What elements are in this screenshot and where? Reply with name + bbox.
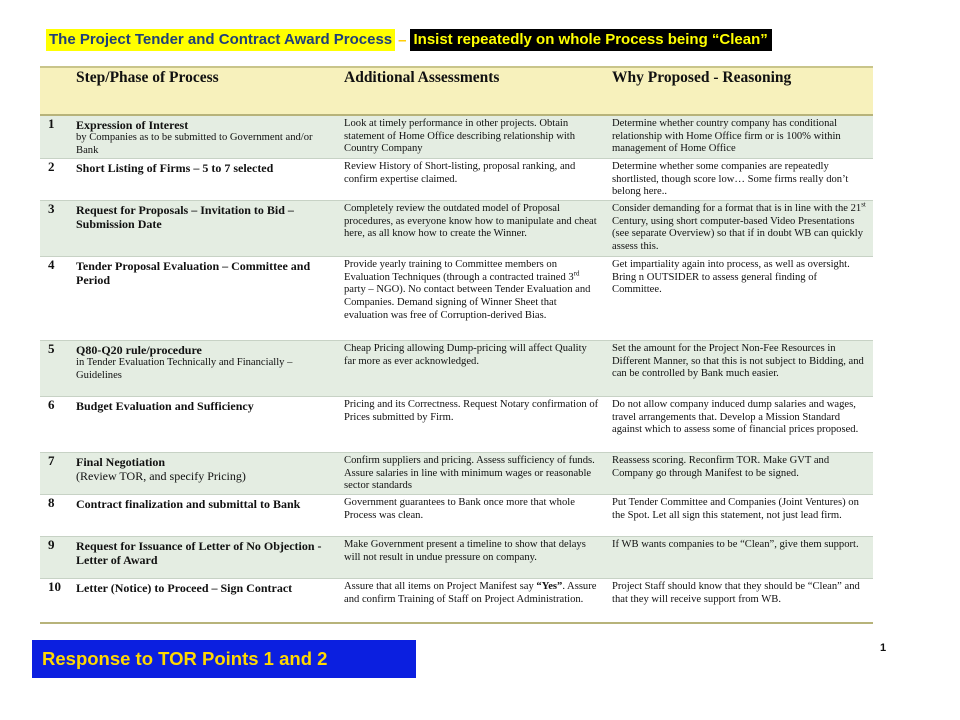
row-reasoning: Set the amount for the Project Non-Fee Resources in Different Manner, so that this is not subject to Bidding, and can be controlled by Bank much easier. xyxy=(606,341,873,397)
table-row xyxy=(40,159,873,201)
header-assessments: Additional Assessments xyxy=(338,67,606,115)
row-reasoning: Put Tender Committee and Companies (Joint Ventures) on the Spot. Let all sign this statement, not just lead firm. xyxy=(606,495,873,537)
step-subtitle: in Tender Evaluation Technically and Financially – Guidelines xyxy=(76,357,293,381)
row-reasoning: Determine whether some companies are repeatedly shortlisted, though score low… Some firms really don’t belong here.. xyxy=(606,159,873,201)
row-step xyxy=(70,537,338,579)
assessment-bold: “Yes” xyxy=(536,581,563,593)
table-row xyxy=(40,341,873,397)
title-emphasis-prefix: Insist repeatedly on whole Process being xyxy=(413,31,712,48)
step-title: Final Negotiation xyxy=(76,455,165,470)
title-dash: – xyxy=(398,31,407,49)
title-main: The Project Tender and Contract Award Process xyxy=(46,29,395,51)
title-emphasis xyxy=(410,29,772,51)
row-number: 9 xyxy=(40,537,70,579)
row-assessment: Pricing and its Correctness. Request Notary confirmation of Prices submitted by Firm. xyxy=(338,397,606,453)
step-title: Short Listing of Firms – 5 to 7 selected xyxy=(76,161,274,176)
row-number: 2 xyxy=(40,159,70,201)
table-row xyxy=(40,537,873,579)
table-row xyxy=(40,453,873,495)
row-number: 6 xyxy=(40,397,70,453)
row-number: 4 xyxy=(40,257,70,341)
row-assessment: Review History of Short-listing, proposal ranking, and confirm expertise claimed. xyxy=(338,159,606,201)
row-reasoning: Do not allow company induced dump salaries and wages, travel arrangements that. Develop a Mission Standard against which to assess some of financial prices proposed. xyxy=(606,397,873,453)
table-row xyxy=(40,201,873,257)
assessment-text-a: Assure that all items on Project Manifest say xyxy=(344,581,537,593)
row-assessment: Confirm suppliers and pricing. Assess sufficiency of funds. Assure salaries in line with minimum wages or reasonable sector standards xyxy=(338,453,606,495)
step-title: Letter (Notice) to Proceed – Sign Contract xyxy=(76,581,293,596)
row-step xyxy=(70,115,338,159)
row-assessment: Make Government present a timeline to show that delays will not result in undue pressure on company. xyxy=(338,537,606,579)
row-assessment: Cheap Pricing allowing Dump-pricing will affect Quality far more as ever acknowledged. xyxy=(338,341,606,397)
assessment-text-b: party – NGO). No contact between Tender Evaluation and Companies. Demand signing of Winner Sheet that evaluation was free of Corruption-derived Bias. xyxy=(344,284,591,321)
row-reasoning: Get impartiality again into process, as well as oversight. Bring n OUTSIDER to assess general finding of Committee. xyxy=(606,257,873,341)
row-number: 5 xyxy=(40,341,70,397)
row-reasoning: Reassess scoring. Reconfirm TOR. Make GVT and Company go through Manifest to be signed. xyxy=(606,453,873,495)
row-assessment xyxy=(338,257,606,341)
row-assessment: Completely review the outdated model of Proposal procedures, as everyone know how to manipulate and cheat here, as all know how to create the Winner. xyxy=(338,201,606,257)
row-step xyxy=(70,397,338,453)
page-number: 1 xyxy=(880,642,887,654)
row-number: 7 xyxy=(40,453,70,495)
table-row xyxy=(40,397,873,453)
row-step xyxy=(70,257,338,341)
reasoning-sup: st xyxy=(861,200,866,209)
step-title: Contract finalization and submittal to Bank xyxy=(76,497,301,512)
table-row xyxy=(40,257,873,341)
header-step: Step/Phase of Process xyxy=(70,67,338,115)
row-step xyxy=(70,495,338,537)
reasoning-text-b: Century, using short computer-based Video Presentations (see separate Overview) so that if in doubt WB can quickly assess this. xyxy=(612,215,864,252)
footer-banner: Response to TOR Points 1 and 2 xyxy=(32,640,416,678)
row-number: 3 xyxy=(40,201,70,257)
reasoning-text-a: Consider demanding for a format that is in line with the 21 xyxy=(612,203,862,215)
header-reasoning: Why Proposed - Reasoning xyxy=(606,67,873,115)
row-assessment xyxy=(338,579,606,623)
step-title: Q80-Q20 rule/procedure xyxy=(76,343,202,358)
row-step xyxy=(70,201,338,257)
row-assessment: Government guarantees to Bank once more that whole Process was clean. xyxy=(338,495,606,537)
row-number: 8 xyxy=(40,495,70,537)
table-header-row xyxy=(40,67,873,115)
row-step xyxy=(70,159,338,201)
step-title: Request for Proposals – Invitation to Bid – Submission Date xyxy=(76,203,294,232)
row-reasoning: Determine whether country company has conditional relationship with Home Office firm or is 100% within management of Home Office xyxy=(606,115,873,159)
step-subtitle: (Review TOR, and specify Pricing) xyxy=(76,469,246,484)
row-number: 1 xyxy=(40,115,70,159)
row-reasoning: Project Staff should know that they should be “Clean” and that they will receive support from WB. xyxy=(606,579,873,623)
header-num xyxy=(40,67,70,115)
row-step xyxy=(70,453,338,495)
table-row xyxy=(40,495,873,537)
row-reasoning: If WB wants companies to be “Clean”, give them support. xyxy=(606,537,873,579)
table-row xyxy=(40,115,873,159)
step-title: Expression of Interest xyxy=(76,118,189,132)
row-assessment: Look at timely performance in other projects. Obtain statement of Home Office describing relationship with Country Company xyxy=(338,115,606,159)
step-subtitle: by Companies as to be submitted to Government and/or Bank xyxy=(76,132,313,156)
step-title: Budget Evaluation and Sufficiency xyxy=(76,399,254,414)
row-reasoning xyxy=(606,201,873,257)
step-title: Request for Issuance of Letter of No Objection - Letter of Award xyxy=(76,539,322,568)
row-number: 10 xyxy=(40,579,70,623)
assessment-sup: rd xyxy=(573,269,580,278)
row-step xyxy=(70,341,338,397)
assessment-text-b: . Assure and confirm Training of Staff on Project Administration. xyxy=(344,581,597,605)
step-title: Tender Proposal Evaluation – Committee and Period xyxy=(76,259,311,288)
title-emphasis-clean: “Clean” xyxy=(711,31,768,48)
row-step xyxy=(70,579,338,623)
process-table xyxy=(40,66,873,624)
assessment-text-a: Provide yearly training to Committee members on Evaluation Techniques (through a contracted trained 3 xyxy=(344,259,574,283)
slide-title xyxy=(46,29,772,51)
table-row xyxy=(40,579,873,623)
